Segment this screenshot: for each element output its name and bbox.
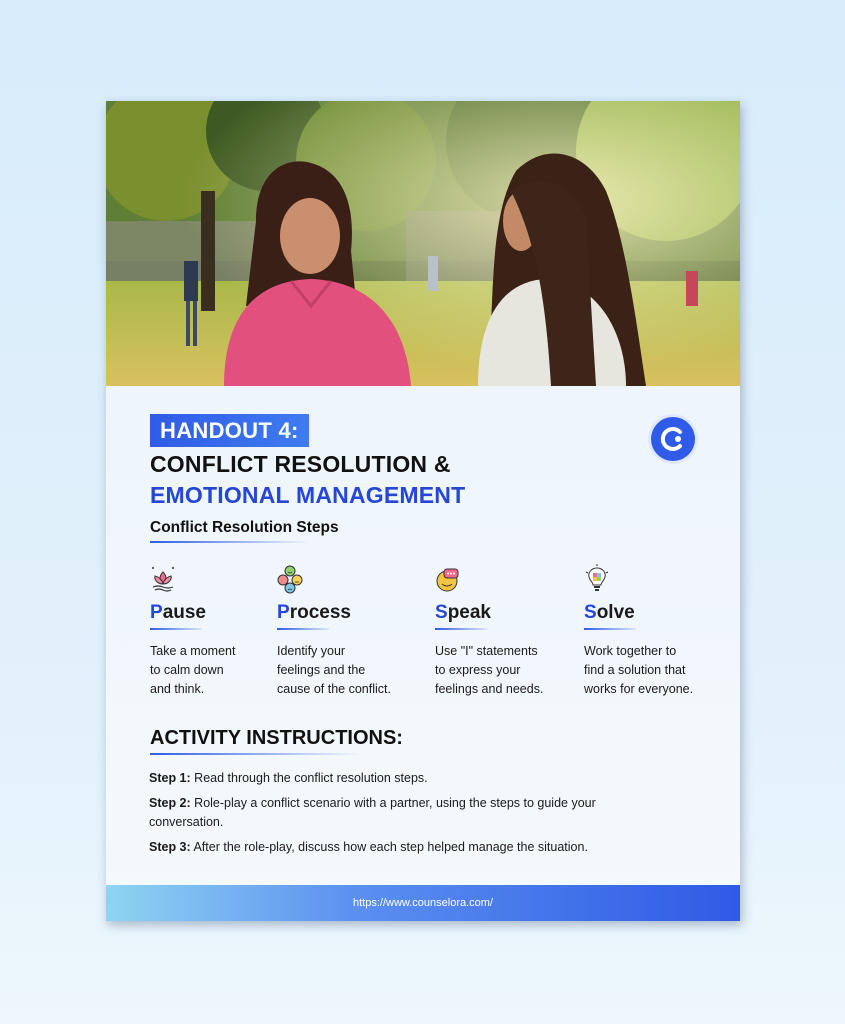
step-title-speak: Speak (435, 602, 491, 623)
step-process (277, 564, 417, 699)
title-line-1: CONFLICT RESOLUTION & (150, 451, 451, 477)
step-underline (150, 628, 202, 630)
counselora-logo-icon (651, 417, 695, 461)
activity-heading-underline (150, 753, 360, 755)
step-description-process: Identify your feelings and the cause of the conflict. (277, 644, 391, 696)
step-title-pause: Pause (150, 602, 206, 623)
footer-url-bar (106, 885, 740, 921)
lotus-icon (150, 564, 176, 594)
step-description-speak: Use "I" statements to express your feelings and needs. (435, 644, 544, 696)
list-item: Step 2: Role-play a conflict scenario with a partner, using the steps to guide your conversation. (149, 796, 596, 829)
speech-bubble-icon (435, 564, 461, 594)
step-solve (584, 564, 724, 699)
handout-number-badge: HANDOUT 4: (150, 414, 309, 447)
website-url[interactable]: https://www.counselora.com/ (352, 897, 493, 909)
step-title-solve: Solve (584, 602, 635, 623)
step-underline (277, 628, 329, 630)
activity-instructions-list (149, 769, 669, 863)
hero-photo-two-students-talking (106, 101, 740, 386)
step-underline (435, 628, 487, 630)
title-line-2: EMOTIONAL MANAGEMENT (150, 482, 466, 508)
step-description-solve: Work together to find a solution that works for everyone. (584, 644, 694, 696)
subtitle-underline (150, 541, 310, 543)
list-item: Step 3: After the role-play, discuss how each step helped manage the situation. (149, 840, 588, 854)
emotions-faces-icon (277, 564, 303, 594)
handout-sheet (106, 101, 740, 921)
step-underline (584, 628, 636, 630)
step-description-pause: Take a moment to calm down and think. (150, 644, 236, 696)
step-title-process: Process (277, 602, 351, 623)
lightbulb-puzzle-icon (584, 564, 610, 594)
list-item: Step 1: Read through the conflict resolution steps. (149, 771, 428, 785)
activity-instructions-heading: ACTIVITY INSTRUCTIONS: (150, 727, 403, 749)
step-speak (435, 564, 575, 699)
step-pause (150, 564, 290, 699)
section-subtitle: Conflict Resolution Steps (150, 519, 339, 536)
